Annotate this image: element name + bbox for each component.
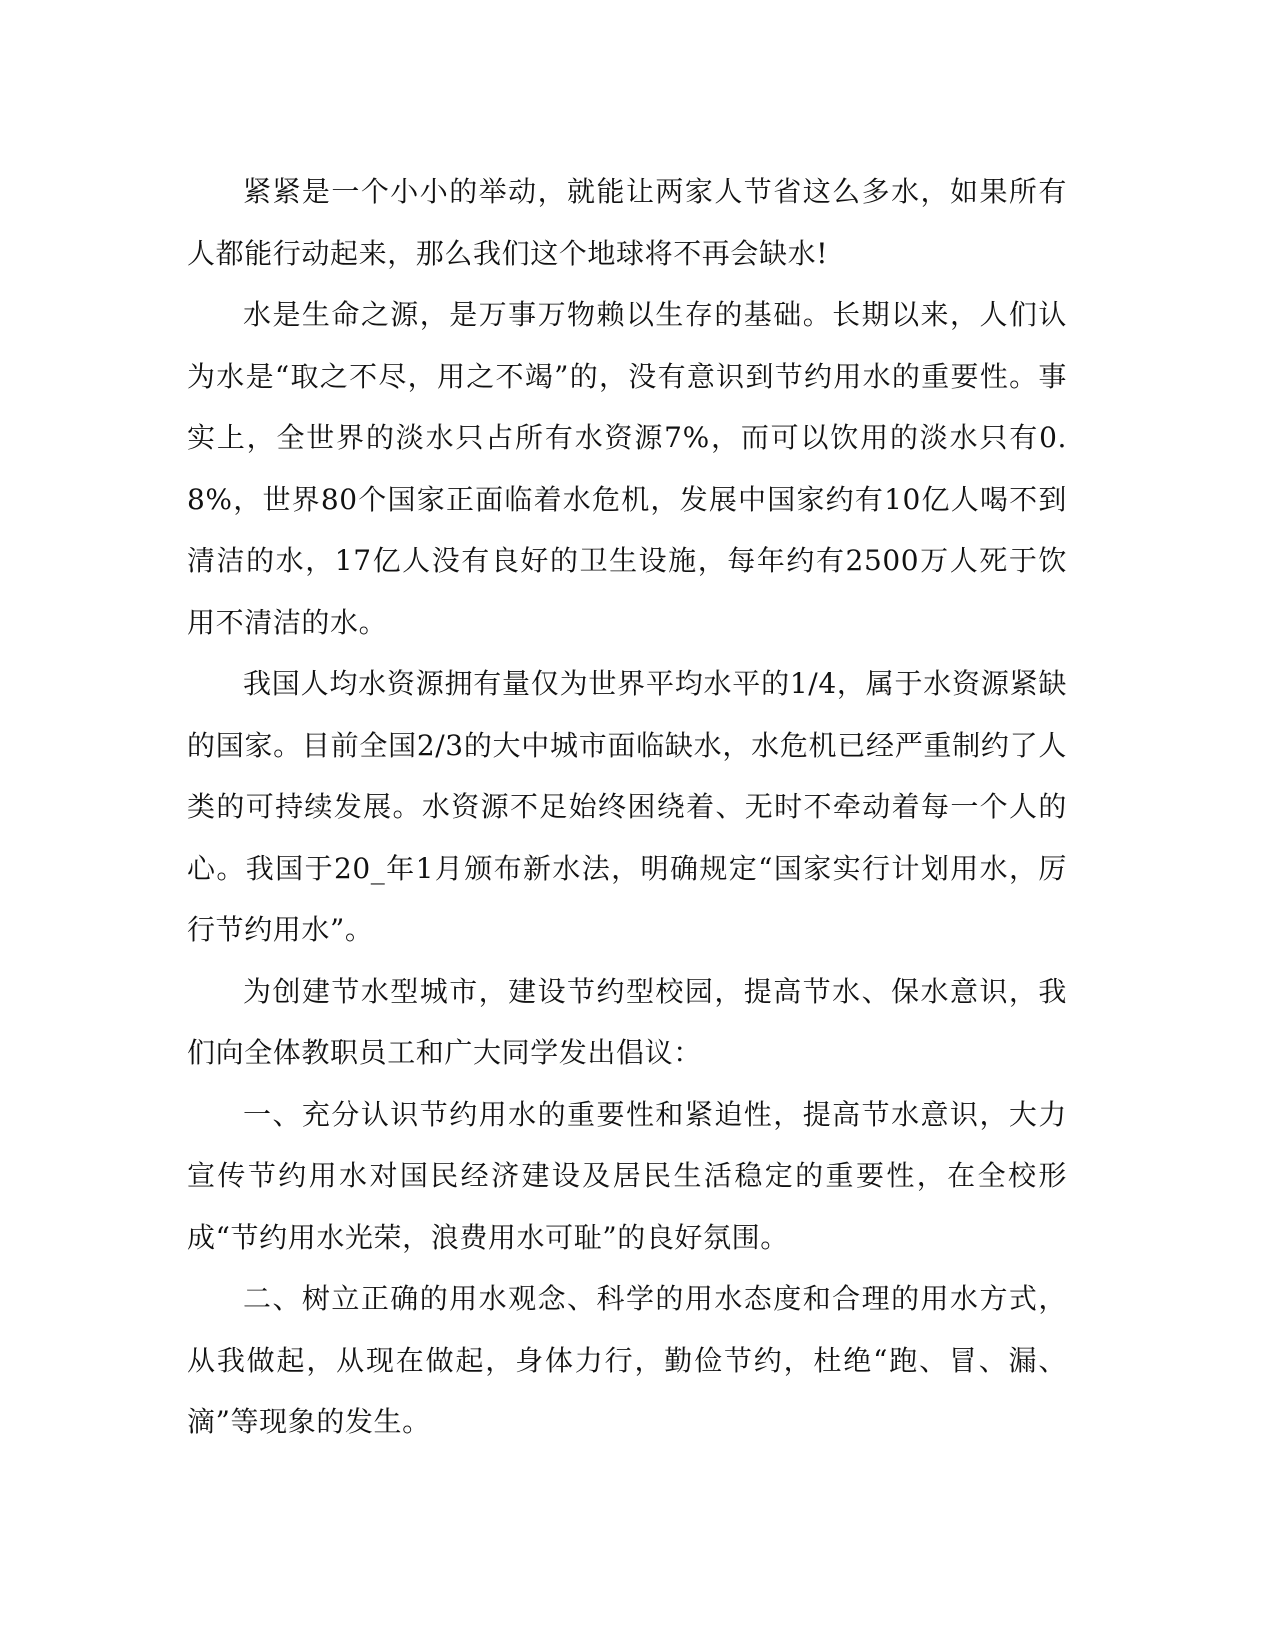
paragraph-initiative-intro: 为创建节水型城市，建设节约型校园，提高节水、保水意识，我们向全体教职员工和广大同学发出倡议： <box>187 974 1067 1069</box>
paragraph-water-importance: 水是生命之源，是万事万物赖以生存的基础。长期以来，人们认为水是“取之不尽，用之不竭”的，没有意识到节约用水的重要性。事实上，全世界的淡水只占所有水资源7%，而可以饮用的淡水只有0.8%，世界80个国家正面临着水危机，发展中国家约有10亿人喝不到清洁的水，17亿人没有良好的卫生设施，每年约有2500万人死于饮用不清洁的水。 <box>187 298 1067 639</box>
paragraph-water-saving-action: 紧紧是一个小小的举动，就能让两家人节省这么多水，如果所有人都能行动起来，那么我们这个地球将不再会缺水! <box>187 175 1067 270</box>
document-body <box>187 161 1067 1453</box>
paragraph-national-water-situation: 我国人均水资源拥有量仅为世界平均水平的1/4，属于水资源紧缺的国家。目前全国2/3的大中城市面临缺水，水危机已经严重制约了人类的可持续发展。水资源不足始终困绕着、无时不牵动着每一个人的心。我国于20_年1月颁布新水法，明确规定“国家实行计划用水，厉行节约用水”。 <box>187 667 1067 946</box>
paragraph-initiative-item-1: 一、充分认识节约用水的重要性和紧迫性，提高节水意识，大力宣传节约用水对国民经济建设及居民生活稳定的重要性，在全校形成“节约用水光荣，浪费用水可耻”的良好氛围。 <box>187 1097 1067 1254</box>
paragraph-initiative-item-2: 二、树立正确的用水观念、科学的用水态度和合理的用水方式，从我做起，从现在做起，身体力行，勤俭节约，杜绝“跑、冒、漏、滴”等现象的发生。 <box>187 1282 1067 1438</box>
